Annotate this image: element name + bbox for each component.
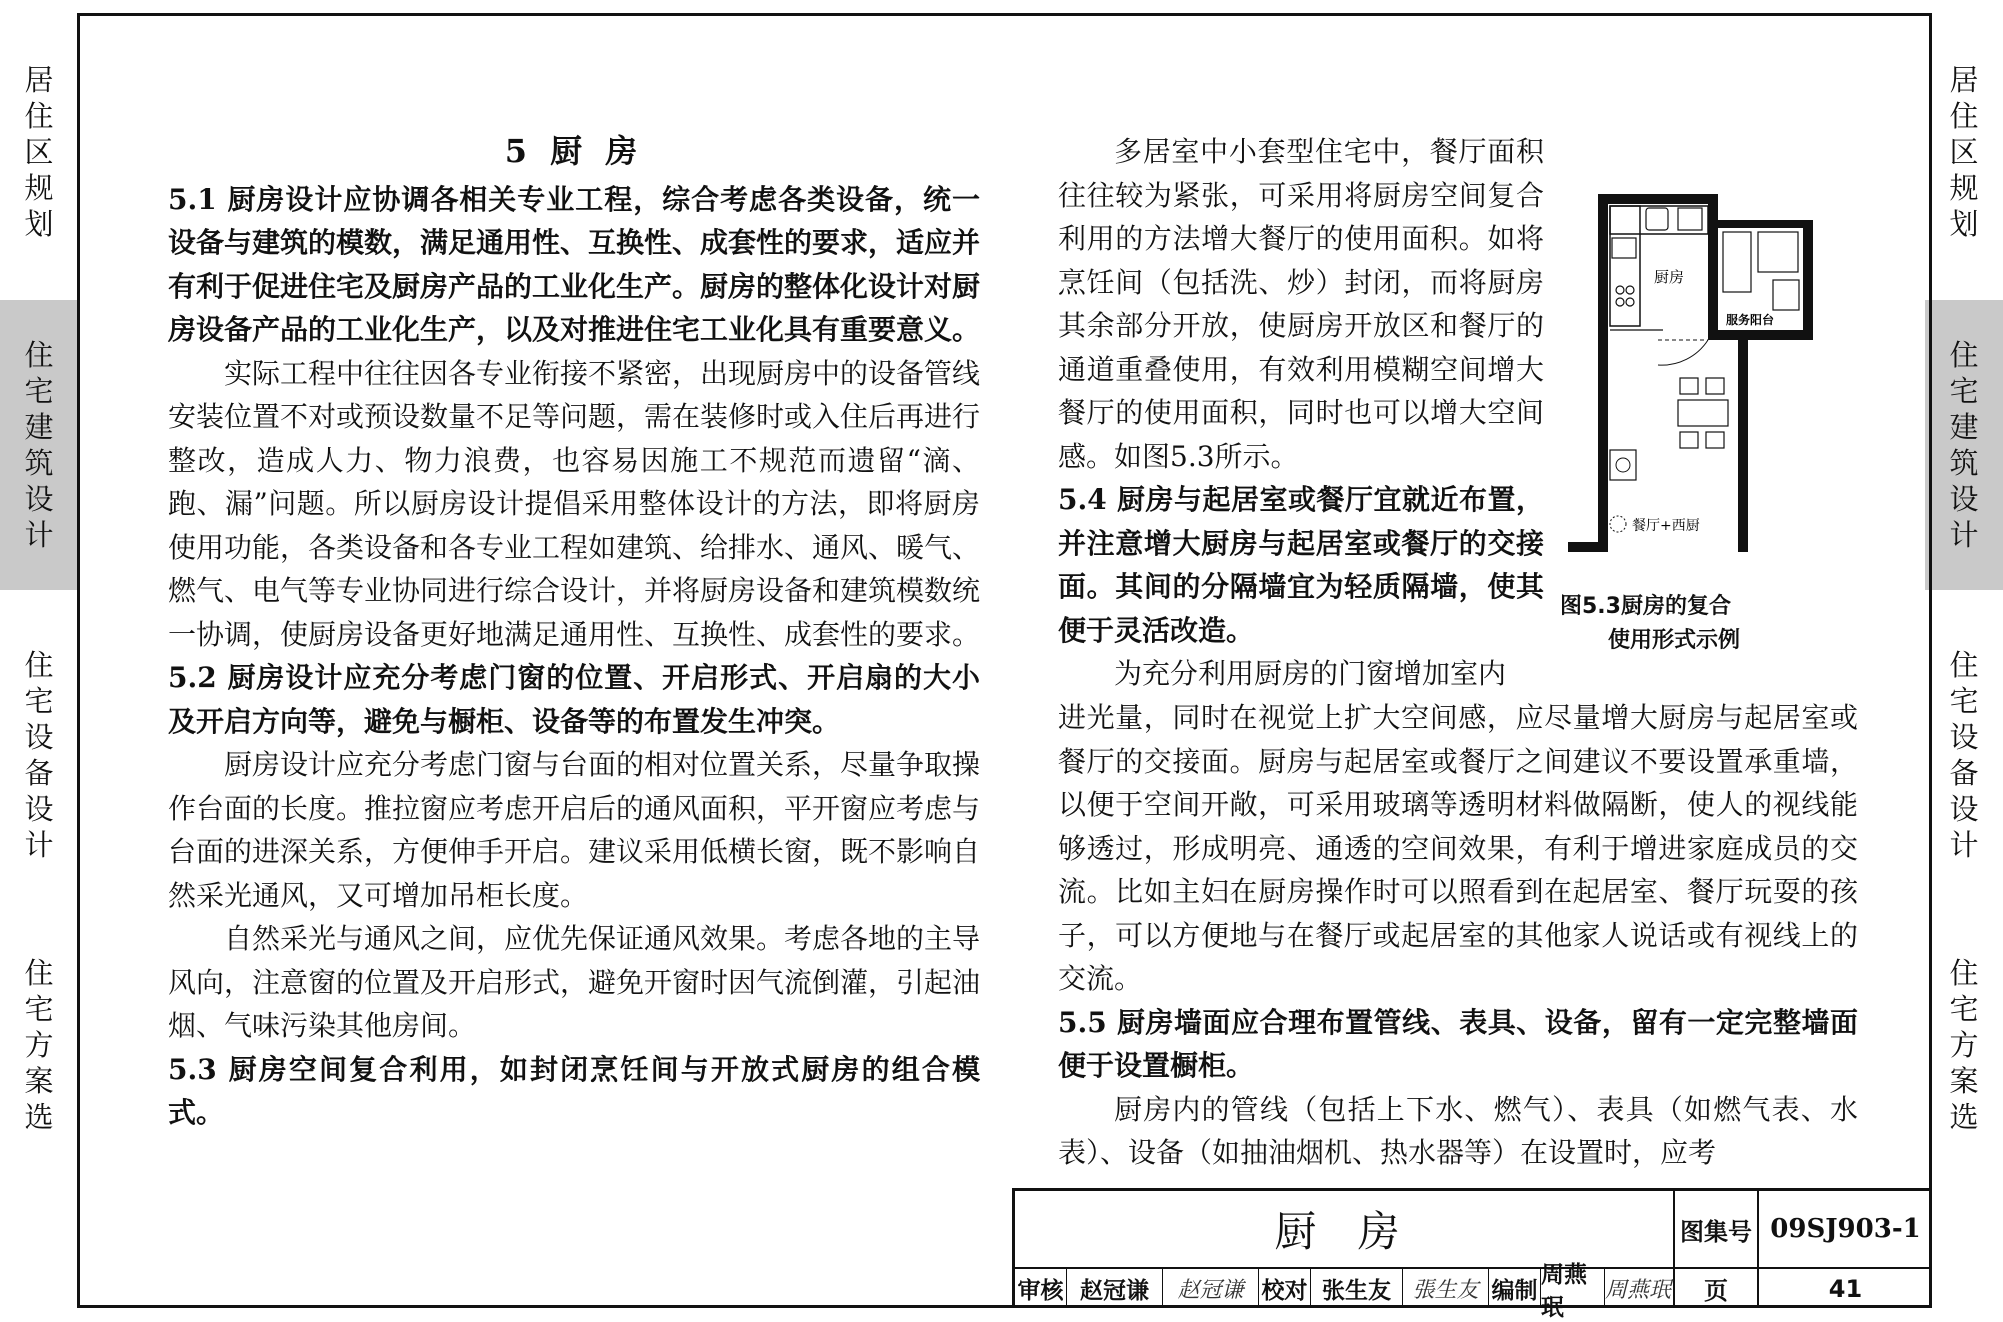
side-tab-2: 住 宅 设 备 设 计	[1949, 648, 1979, 862]
left-paragraph-4: 自然采光与通风之间，应优先保证通风效果。考虑各地的主导风向，注意窗的位置及开启形式，避免开窗时因气流倒灌，引起油烟、气味污染其他房间。	[168, 922, 981, 1042]
draw-signature: 周燕珉	[1605, 1278, 1672, 1303]
left-column	[168, 130, 980, 1135]
title-block	[1012, 1188, 1932, 1321]
side-tab-3: 住 宅 方 案 选	[1949, 956, 1979, 1134]
side-tab-2: 住 宅 设 备 设 计	[24, 648, 54, 862]
figure-caption-line1: 图5.3厨房的复合	[1560, 594, 1731, 619]
atlas-number: 09SJ903-1	[1759, 1191, 1932, 1269]
right-lower-paragraph-0: 进光量，同时在视觉上扩大空间感，应尽量增大厨房与起居室或餐厅的交接面。厨房与起居室或餐厅之间建议不要设置承重墙，以便于空间开敞，可采用玻璃等透明材料做隔断，使人的视线能够透过，形成明亮、通透的空间效果，有利于增进家庭成员的交流。比如主妇在厨房操作时可以照看到在起居室、餐厅玩耍的孩子，可以方便地与在餐厅或起居室的其他家人说话或有视线上的交流。	[1058, 701, 1858, 995]
right-upper-column	[1058, 130, 1544, 696]
side-tab-0: 居 住 区 规 划	[24, 63, 54, 241]
check-signature: 張生友	[1403, 1269, 1489, 1308]
page-label: 页	[1675, 1269, 1759, 1308]
right-lower-paragraph-1: 5.5 厨房墙面应合理布置管线、表具、设备，留有一定完整墙面便于设置橱柜。	[1058, 1005, 1858, 1082]
check-name: 张生友	[1311, 1269, 1403, 1308]
side-tab-0: 居 住 区 规 划	[1949, 63, 1979, 241]
right-upper-paragraph-1: 5.4 厨房与起居室或餐厅宜就近布置，并注意增大厨房与起居室或餐厅的交接面。其间的分隔墙宜为轻质隔墙，使其便于灵活改造。	[1058, 483, 1544, 647]
signature-row	[1015, 1261, 1675, 1321]
draw-label: 编制	[1489, 1269, 1541, 1308]
left-paragraph-5: 5.3 厨房空间复合利用，如封闭烹饪间与开放式厨房的组合模式。	[168, 1052, 980, 1129]
section-heading: 5 厨 房	[504, 132, 644, 170]
side-tab-1: 住 宅 建 筑 设 计	[1925, 300, 2003, 590]
review-signature: 赵冠谦	[1163, 1269, 1259, 1308]
figure-caption-line2: 使用形式示例	[1608, 628, 1741, 653]
label-dining-western-kitchen: 餐厅+西厨	[1632, 518, 1700, 534]
right-lower-paragraph-2: 厨房内的管线（包括上下水、燃气）、表具（如燃气表、水表）、设备（如抽油烟机、热水器等）在设置时，应考	[1058, 1092, 1858, 1169]
figure-caption	[1560, 590, 1860, 658]
draw-name: 周燕珉	[1541, 1269, 1605, 1308]
drawing-title: 厨 房	[1015, 1191, 1675, 1269]
left-paragraph-2: 5.2 厨房设计应充分考虑门窗的位置、开启形式、开启扇的大小及开启方向等，避免与橱柜、设备等的布置发生冲突。	[168, 661, 980, 738]
kitchen-plan-figure	[1568, 190, 1828, 560]
right-lower-column	[1058, 696, 1858, 1175]
review-label: 审核	[1015, 1269, 1067, 1308]
right-upper-paragraph-0: 多居室中小套型住宅中，餐厅面积往往较为紧张，可采用将厨房空间复合利用的方法增大餐厅的使用面积。如将烹饪间（包括洗、炒）封闭，而将厨房其余部分开放，使厨房开放区和餐厅的通道重叠使用，有效利用模糊空间增大餐厅的使用面积，同时也可以增大空间感。如图5.3所示。	[1058, 135, 1544, 473]
review-name: 赵冠谦	[1067, 1269, 1163, 1308]
check-label: 校对	[1259, 1269, 1311, 1308]
right-upper-paragraph-2: 为充分利用厨房的门窗增加室内	[1114, 657, 1507, 690]
left-paragraph-1: 实际工程中往往因各专业衔接不紧密，出现厨房中的设备管线安装位置不对或预设数量不足等问题，需在装修时或入住后再进行整改，造成人力、物力浪费，也容易因施工不规范而遗留“滴、跑、漏”问题。所以厨房设计提倡采用整体设计的方法，即将厨房使用功能，各类设备和各专业工程如建筑、给排水、通风、暖气、燃气、电气等专业协同进行综合设计，并将厨房设备和建筑模数统一协调，使厨房设备更好地满足通用性、互换性、成套性的要求。	[168, 356, 981, 651]
page-number: 41	[1828, 1274, 1863, 1303]
label-service-balcony: 服务阳台	[1726, 313, 1775, 327]
atlas-number-label: 图集号	[1675, 1191, 1759, 1269]
side-tab-3: 住 宅 方 案 选	[24, 956, 54, 1134]
left-paragraph-0: 5.1 厨房设计应协调各相关专业工程，综合考虑各类设备，统一设备与建筑的模数，满足通用性、互换性、成套性的要求，适应并有利于促进住宅及厨房产品的工业化生产。厨房的整体化设计对厨房设备产品的工业化生产，以及对推进住宅工业化具有重要意义。	[168, 182, 981, 346]
label-kitchen: 厨房	[1654, 268, 1685, 286]
side-tab-1: 住 宅 建 筑 设 计	[0, 300, 78, 590]
left-paragraph-3: 厨房设计应充分考虑门窗与台面的相对位置关系，尽量争取操作台面的长度。推拉窗应考虑开启后的通风面积，平开窗应考虑与台面的进深关系，方便伸手开启。建议采用低横长窗，既不影响自然采光通风，又可增加吊柜长度。	[168, 748, 981, 912]
